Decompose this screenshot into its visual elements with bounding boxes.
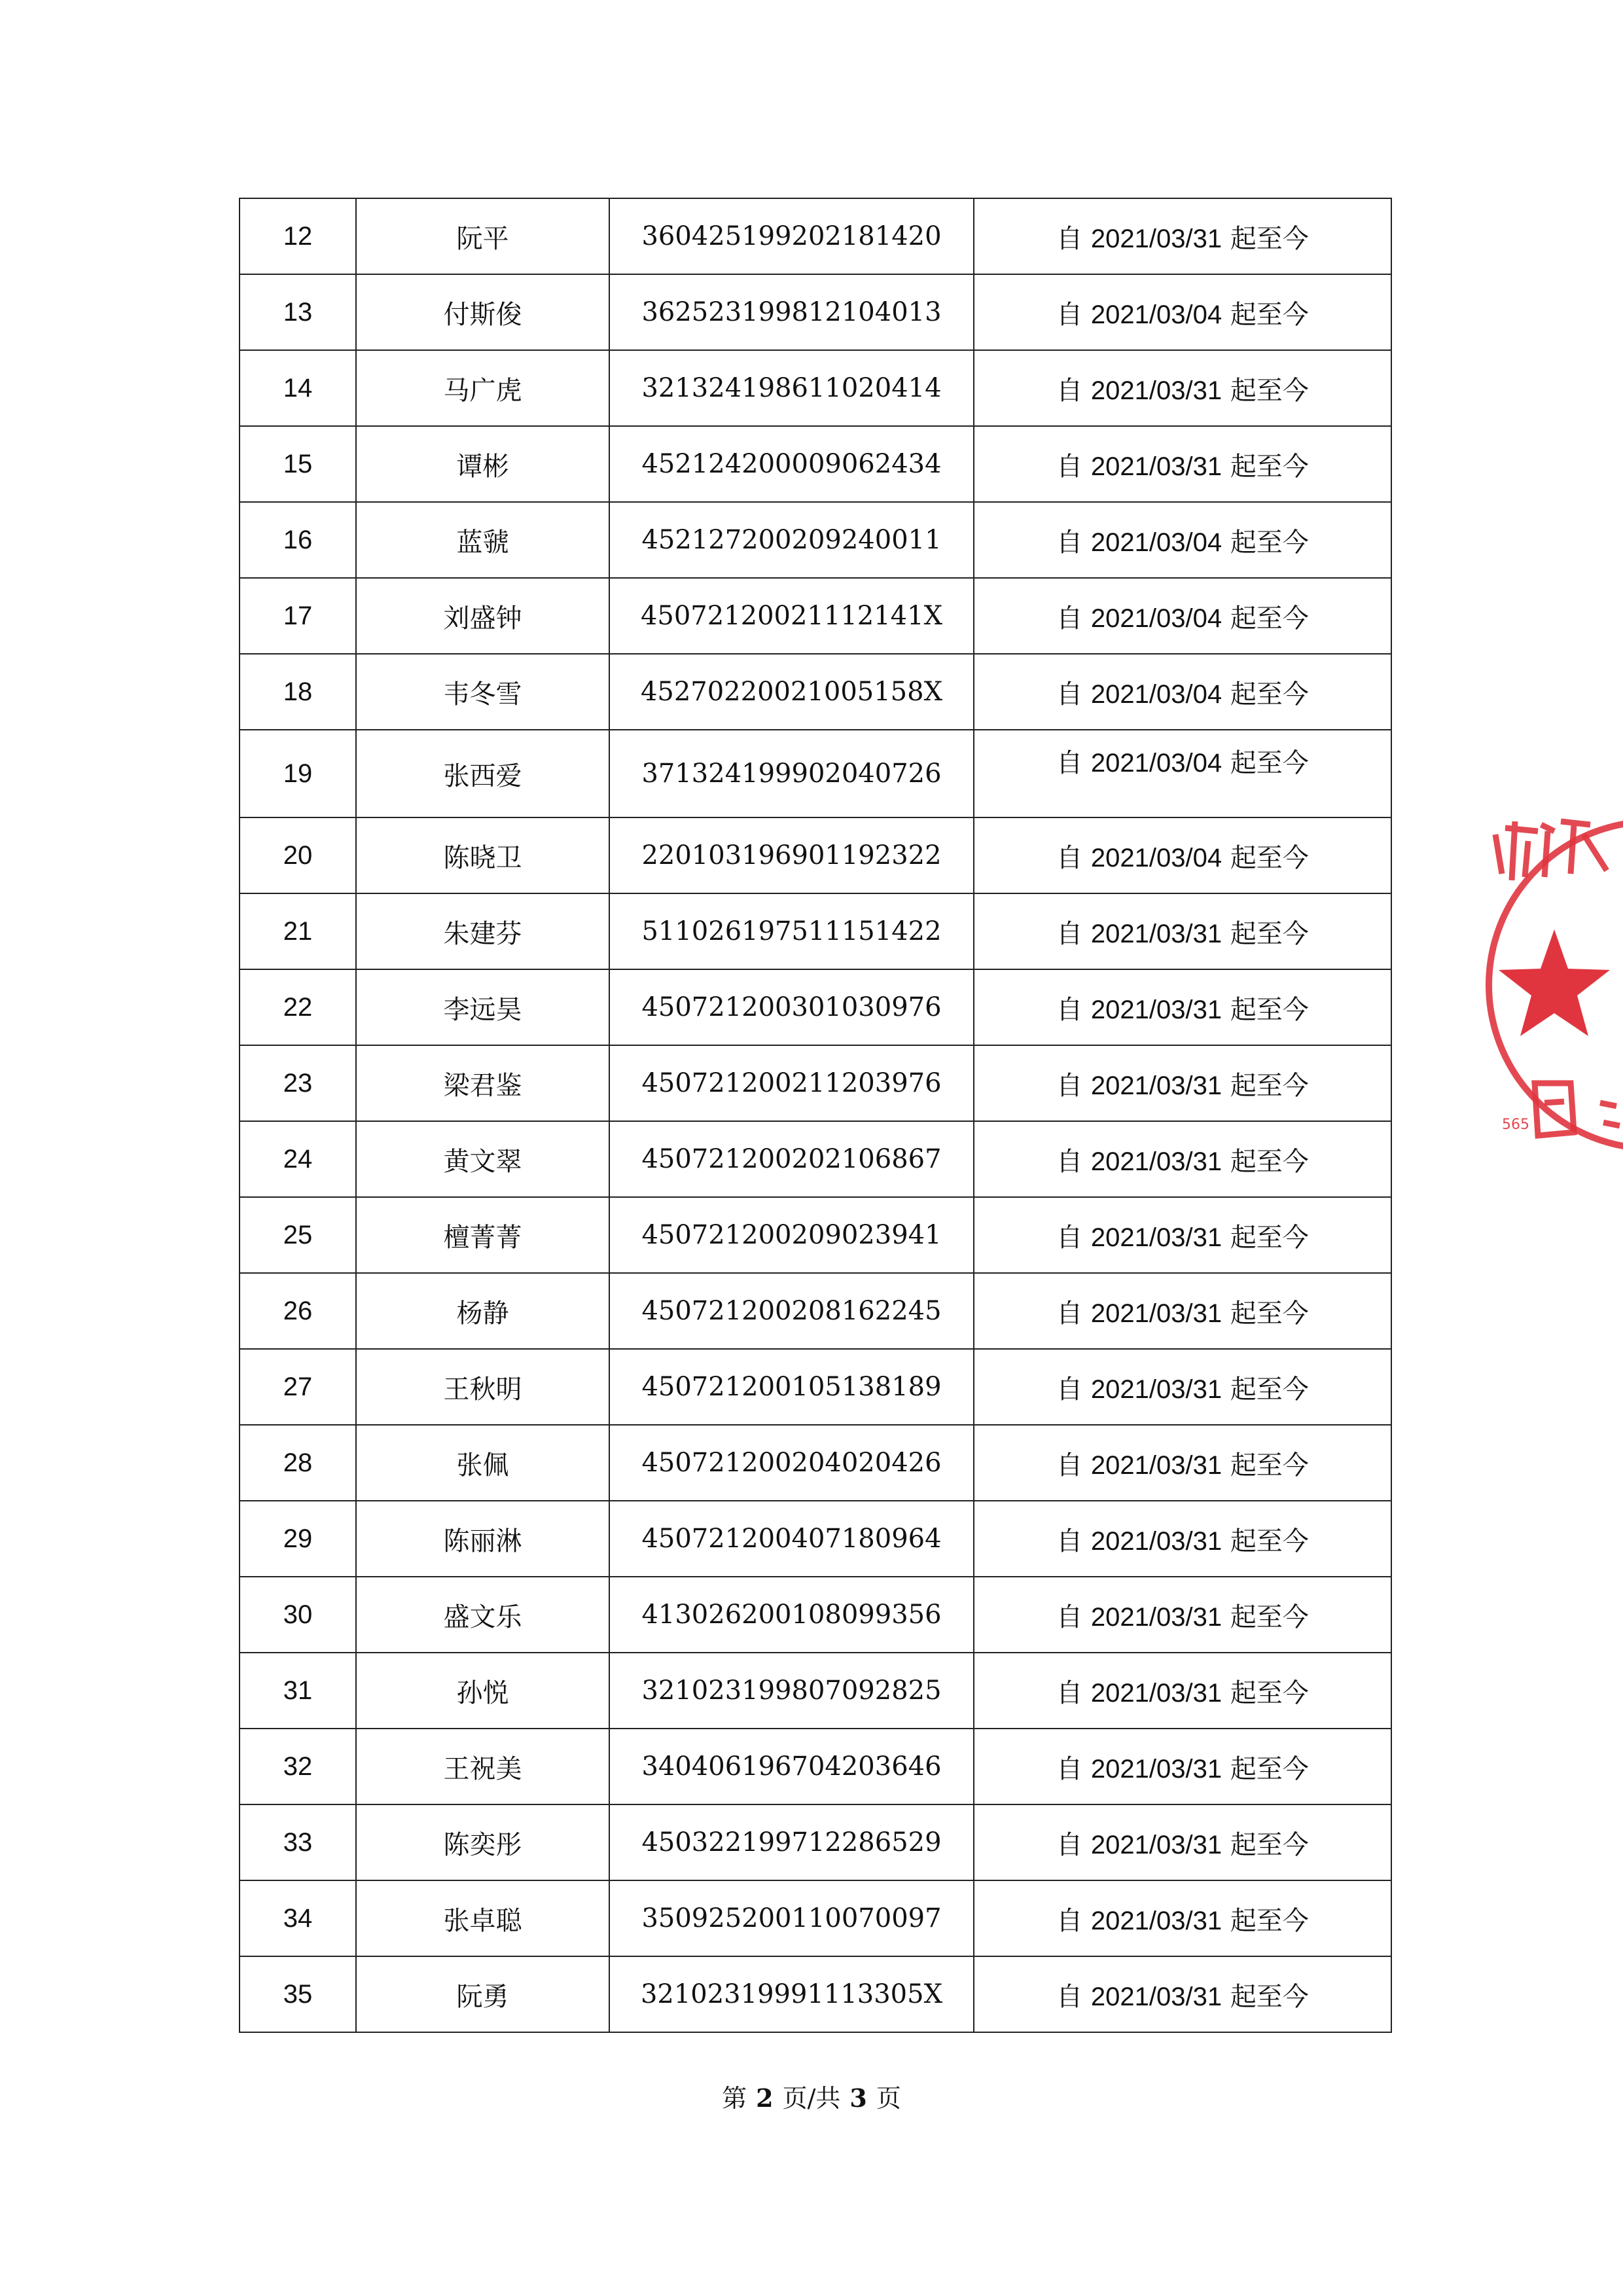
table-row <box>240 730 1391 817</box>
date-suffix: 起至今 <box>1230 1222 1309 1253</box>
id-number: 362523199812104013 <box>609 274 974 350</box>
start-date: 2021/03/04 <box>1090 300 1222 329</box>
row-number: 26 <box>240 1273 356 1349</box>
employment-period <box>974 730 1391 817</box>
date-prefix: 自 <box>1056 994 1083 1025</box>
employment-period <box>974 578 1391 654</box>
table-row <box>240 1956 1391 2032</box>
row-number: 27 <box>240 1349 356 1425</box>
date-suffix: 起至今 <box>1230 375 1309 406</box>
id-number: 450721200204020426 <box>609 1425 974 1501</box>
id-number: 450721200202106867 <box>609 1121 974 1197</box>
date-prefix: 自 <box>1056 451 1083 482</box>
date-suffix: 起至今 <box>1230 1981 1309 2012</box>
date-prefix: 自 <box>1056 375 1083 406</box>
date-prefix: 自 <box>1056 1753 1083 1784</box>
start-date: 2021/03/31 <box>1090 1526 1222 1556</box>
footer-prefix: 第 <box>722 2084 747 2113</box>
employment-period <box>974 1425 1391 1501</box>
id-number: 450721200105138189 <box>609 1349 974 1425</box>
table-row <box>240 1653 1391 1729</box>
row-number: 13 <box>240 274 356 350</box>
date-prefix: 自 <box>1056 527 1083 558</box>
table-row <box>240 1425 1391 1501</box>
start-date: 2021/03/31 <box>1090 1982 1222 2011</box>
id-number: 450721200301030976 <box>609 969 974 1045</box>
employment-period <box>974 1501 1391 1577</box>
start-date: 2021/03/31 <box>1090 1678 1222 1708</box>
date-suffix: 起至今 <box>1230 1829 1309 1860</box>
person-name: 阮勇 <box>356 1956 609 2032</box>
start-date: 2021/03/31 <box>1090 1754 1222 1784</box>
id-number: 32102319991113305X <box>609 1956 974 2032</box>
row-number: 34 <box>240 1880 356 1956</box>
id-number: 321324198611020414 <box>609 350 974 426</box>
start-date: 2021/03/31 <box>1090 995 1222 1024</box>
row-number: 25 <box>240 1197 356 1273</box>
person-name: 黄文翠 <box>356 1121 609 1197</box>
start-date: 2021/03/04 <box>1090 603 1222 633</box>
employment-period <box>974 1804 1391 1880</box>
employment-period <box>974 1121 1391 1197</box>
start-date: 2021/03/31 <box>1090 1450 1222 1480</box>
id-number: 350925200110070097 <box>609 1880 974 1956</box>
table-row <box>240 1804 1391 1880</box>
row-number: 22 <box>240 969 356 1045</box>
start-date: 2021/03/31 <box>1090 919 1222 948</box>
id-number: 450721200211203976 <box>609 1045 974 1121</box>
person-name: 马广虎 <box>356 350 609 426</box>
date-prefix: 自 <box>1056 299 1083 330</box>
date-prefix: 自 <box>1056 1905 1083 1936</box>
date-prefix: 自 <box>1056 842 1083 873</box>
start-date: 2021/03/04 <box>1090 749 1222 778</box>
start-date: 2021/03/31 <box>1090 1602 1222 1632</box>
table-row <box>240 1273 1391 1349</box>
id-number: 450721200407180964 <box>609 1501 974 1577</box>
table-row <box>240 1880 1391 1956</box>
date-prefix: 自 <box>1056 1602 1083 1632</box>
person-name: 朱建芬 <box>356 893 609 969</box>
table-row <box>240 1121 1391 1197</box>
date-suffix: 起至今 <box>1230 1677 1309 1708</box>
id-number: 511026197511151422 <box>609 893 974 969</box>
employment-period <box>974 350 1391 426</box>
person-name: 张佩 <box>356 1425 609 1501</box>
employment-period <box>974 198 1391 274</box>
row-number: 16 <box>240 502 356 578</box>
row-number: 23 <box>240 1045 356 1121</box>
person-name: 王秋明 <box>356 1349 609 1425</box>
date-suffix: 起至今 <box>1230 1450 1309 1480</box>
person-name: 檀菁菁 <box>356 1197 609 1273</box>
row-number: 30 <box>240 1577 356 1653</box>
date-suffix: 起至今 <box>1230 451 1309 482</box>
row-number: 31 <box>240 1653 356 1729</box>
employment-period <box>974 817 1391 893</box>
person-name: 刘盛钟 <box>356 578 609 654</box>
id-number: 360425199202181420 <box>609 198 974 274</box>
table-row <box>240 350 1391 426</box>
table-row <box>240 1577 1391 1653</box>
row-number: 29 <box>240 1501 356 1577</box>
employment-period <box>974 1045 1391 1121</box>
person-name: 李远昊 <box>356 969 609 1045</box>
date-suffix: 起至今 <box>1230 1753 1309 1784</box>
table-row <box>240 1045 1391 1121</box>
employment-period <box>974 654 1391 730</box>
table-row <box>240 817 1391 893</box>
table-row <box>240 1501 1391 1577</box>
personnel-table <box>239 198 1392 2033</box>
employment-period <box>974 1880 1391 1956</box>
table-row <box>240 1729 1391 1804</box>
id-number: 321023199807092825 <box>609 1653 974 1729</box>
start-date: 2021/03/04 <box>1090 679 1222 709</box>
start-date: 2021/03/31 <box>1090 376 1222 405</box>
date-suffix: 起至今 <box>1230 994 1309 1025</box>
date-suffix: 起至今 <box>1230 918 1309 949</box>
person-name: 梁君鉴 <box>356 1045 609 1121</box>
footer-middle: 页/共 <box>782 2084 841 2113</box>
date-suffix: 起至今 <box>1230 223 1309 254</box>
date-suffix: 起至今 <box>1230 842 1309 873</box>
date-prefix: 自 <box>1056 1146 1083 1177</box>
date-prefix: 自 <box>1056 603 1083 634</box>
start-date: 2021/03/31 <box>1090 1299 1222 1328</box>
seal-number: 565 <box>1502 1117 1529 1133</box>
id-number: 450721200208162245 <box>609 1273 974 1349</box>
row-number: 20 <box>240 817 356 893</box>
person-name: 阮平 <box>356 198 609 274</box>
date-prefix: 自 <box>1056 223 1083 254</box>
start-date: 2021/03/31 <box>1090 1223 1222 1252</box>
date-prefix: 自 <box>1056 1526 1083 1556</box>
date-prefix: 自 <box>1056 1070 1083 1101</box>
table-row <box>240 198 1391 274</box>
row-number: 24 <box>240 1121 356 1197</box>
table-row <box>240 1349 1391 1425</box>
employment-period <box>974 1273 1391 1349</box>
date-prefix: 自 <box>1056 1450 1083 1480</box>
person-name: 陈丽淋 <box>356 1501 609 1577</box>
date-suffix: 起至今 <box>1230 679 1309 709</box>
date-prefix: 自 <box>1056 748 1083 778</box>
id-number: 45072120021112141X <box>609 578 974 654</box>
person-name: 谭彬 <box>356 426 609 502</box>
date-suffix: 起至今 <box>1230 1146 1309 1177</box>
start-date: 2021/03/31 <box>1090 1071 1222 1100</box>
date-suffix: 起至今 <box>1230 1070 1309 1101</box>
person-name: 孙悦 <box>356 1653 609 1729</box>
row-number: 14 <box>240 350 356 426</box>
person-name: 杨静 <box>356 1273 609 1349</box>
date-suffix: 起至今 <box>1230 1374 1309 1405</box>
official-seal-stamp <box>1476 795 1623 1175</box>
date-prefix: 自 <box>1056 1298 1083 1329</box>
person-name: 王祝美 <box>356 1729 609 1804</box>
start-date: 2021/03/31 <box>1090 1147 1222 1176</box>
row-number: 35 <box>240 1956 356 2032</box>
start-date: 2021/03/31 <box>1090 452 1222 481</box>
date-suffix: 起至今 <box>1230 1602 1309 1632</box>
id-number: 452124200009062434 <box>609 426 974 502</box>
employment-period <box>974 1729 1391 1804</box>
date-prefix: 自 <box>1056 679 1083 709</box>
employment-period <box>974 1653 1391 1729</box>
id-number: 220103196901192322 <box>609 817 974 893</box>
date-suffix: 起至今 <box>1230 1298 1309 1329</box>
employment-period <box>974 426 1391 502</box>
total-page-number: 3 <box>849 2083 867 2113</box>
employment-period <box>974 1577 1391 1653</box>
page-footer <box>0 2078 1623 2114</box>
row-number: 19 <box>240 730 356 817</box>
employment-period <box>974 502 1391 578</box>
row-number: 21 <box>240 893 356 969</box>
date-suffix: 起至今 <box>1230 1905 1309 1936</box>
table-row <box>240 274 1391 350</box>
row-number: 32 <box>240 1729 356 1804</box>
table-row <box>240 893 1391 969</box>
id-number: 413026200108099356 <box>609 1577 974 1653</box>
id-number: 450322199712286529 <box>609 1804 974 1880</box>
person-name: 张卓聪 <box>356 1880 609 1956</box>
date-suffix: 起至今 <box>1230 603 1309 634</box>
start-date: 2021/03/04 <box>1090 528 1222 557</box>
date-prefix: 自 <box>1056 918 1083 949</box>
id-number: 45270220021005158X <box>609 654 974 730</box>
date-suffix: 起至今 <box>1230 299 1309 330</box>
date-prefix: 自 <box>1056 1829 1083 1860</box>
employment-period <box>974 1956 1391 2032</box>
table-row <box>240 654 1391 730</box>
employment-period <box>974 893 1391 969</box>
table-row <box>240 1197 1391 1273</box>
start-date: 2021/03/31 <box>1090 1830 1222 1859</box>
employment-period <box>974 969 1391 1045</box>
table-row <box>240 578 1391 654</box>
row-number: 17 <box>240 578 356 654</box>
row-number: 28 <box>240 1425 356 1501</box>
row-number: 33 <box>240 1804 356 1880</box>
row-number: 18 <box>240 654 356 730</box>
person-name: 陈奕彤 <box>356 1804 609 1880</box>
id-number: 340406196704203646 <box>609 1729 974 1804</box>
row-number: 12 <box>240 198 356 274</box>
start-date: 2021/03/31 <box>1090 1906 1222 1935</box>
date-suffix: 起至今 <box>1230 527 1309 558</box>
date-suffix: 起至今 <box>1230 1526 1309 1556</box>
date-suffix: 起至今 <box>1230 748 1309 778</box>
person-name: 韦冬雪 <box>356 654 609 730</box>
employment-period <box>974 1197 1391 1273</box>
table-row <box>240 502 1391 578</box>
start-date: 2021/03/31 <box>1090 1374 1222 1404</box>
person-name: 蓝虢 <box>356 502 609 578</box>
table-row <box>240 426 1391 502</box>
id-number: 450721200209023941 <box>609 1197 974 1273</box>
footer-suffix: 页 <box>876 2084 901 2113</box>
person-name: 付斯俊 <box>356 274 609 350</box>
star-icon <box>1499 929 1610 1036</box>
row-number: 15 <box>240 426 356 502</box>
date-prefix: 自 <box>1056 1222 1083 1253</box>
employment-period <box>974 274 1391 350</box>
date-prefix: 自 <box>1056 1981 1083 2012</box>
start-date: 2021/03/04 <box>1090 843 1222 872</box>
table-row <box>240 969 1391 1045</box>
current-page-number: 2 <box>756 2083 774 2113</box>
person-name: 张西爱 <box>356 730 609 817</box>
person-name: 陈晓卫 <box>356 817 609 893</box>
id-number: 452127200209240011 <box>609 502 974 578</box>
employment-period <box>974 1349 1391 1425</box>
id-number: 371324199902040726 <box>609 730 974 817</box>
start-date: 2021/03/31 <box>1090 224 1222 253</box>
person-name: 盛文乐 <box>356 1577 609 1653</box>
date-prefix: 自 <box>1056 1374 1083 1405</box>
date-prefix: 自 <box>1056 1677 1083 1708</box>
